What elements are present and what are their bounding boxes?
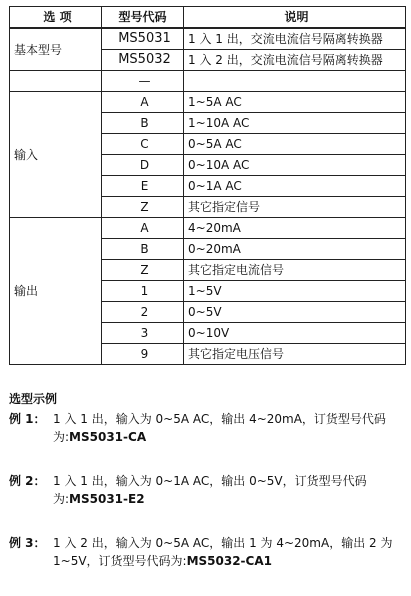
description-cell: 0~1A AC bbox=[184, 176, 406, 197]
example-item bbox=[9, 472, 405, 508]
model-code-cell: 9 bbox=[102, 344, 184, 365]
model-selection-table bbox=[9, 6, 406, 365]
description-cell: 0~5V bbox=[184, 302, 406, 323]
example-description: 1 入 1 出，输入为 0~5A AC，输出 4~20mA，订货型号代码为: bbox=[53, 412, 386, 444]
category-cell: 基本型号 bbox=[10, 28, 102, 71]
table-body bbox=[10, 28, 406, 365]
model-code-cell: A bbox=[102, 92, 184, 113]
examples-title: 选型示例 bbox=[9, 392, 58, 406]
example-order-code: MS5031-E2 bbox=[69, 492, 145, 506]
model-code-cell: B bbox=[102, 239, 184, 260]
description-cell: 1 入 2 出，交流电流信号隔离转换器 bbox=[184, 50, 406, 71]
example-label: 例 3： bbox=[9, 536, 46, 550]
description-cell: 0~5A AC bbox=[184, 134, 406, 155]
description-cell: 1~10A AC bbox=[184, 113, 406, 134]
description-cell: 1 入 1 出，交流电流信号隔离转换器 bbox=[184, 28, 406, 50]
model-code-cell: E bbox=[102, 176, 184, 197]
table-row bbox=[10, 71, 406, 92]
table-header-row bbox=[10, 7, 406, 29]
selection-examples bbox=[9, 390, 405, 596]
model-code-cell: D bbox=[102, 155, 184, 176]
category-cell: 输出 bbox=[10, 218, 102, 365]
category-cell bbox=[10, 71, 102, 92]
description-cell: 其它指定电流信号 bbox=[184, 260, 406, 281]
model-code-cell: C bbox=[102, 134, 184, 155]
example-label: 例 2： bbox=[9, 474, 46, 488]
example-item bbox=[9, 534, 405, 570]
model-code-cell: A bbox=[102, 218, 184, 239]
example-text bbox=[53, 410, 405, 446]
model-code-cell: 2 bbox=[102, 302, 184, 323]
table-row bbox=[10, 218, 406, 239]
description-cell: 1~5A AC bbox=[184, 92, 406, 113]
header-option: 选 项 bbox=[10, 7, 102, 29]
description-cell: 4~20mA bbox=[184, 218, 406, 239]
description-cell: 1~5V bbox=[184, 281, 406, 302]
example-label: 例 1： bbox=[9, 412, 46, 426]
description-cell bbox=[184, 71, 406, 92]
description-cell: 0~10V bbox=[184, 323, 406, 344]
example-text bbox=[53, 472, 405, 508]
model-code-cell: MS5032 bbox=[102, 50, 184, 71]
model-code-cell: Z bbox=[102, 197, 184, 218]
description-cell: 0~10A AC bbox=[184, 155, 406, 176]
model-code-cell: MS5031 bbox=[102, 28, 184, 50]
example-order-code: MS5032-CA1 bbox=[186, 554, 272, 568]
example-text bbox=[53, 534, 405, 570]
example-item bbox=[9, 410, 405, 446]
table-row bbox=[10, 92, 406, 113]
header-description: 说明 bbox=[184, 7, 406, 29]
model-code-cell: 1 bbox=[102, 281, 184, 302]
description-cell: 0~20mA bbox=[184, 239, 406, 260]
header-model-code: 型号代码 bbox=[102, 7, 184, 29]
description-cell: 其它指定电压信号 bbox=[184, 344, 406, 365]
model-code-cell: B bbox=[102, 113, 184, 134]
model-code-cell: — bbox=[102, 71, 184, 92]
table-row bbox=[10, 28, 406, 50]
example-order-code: MS5031-CA bbox=[69, 430, 147, 444]
example-description: 1 入 2 出，输入为 0~5A AC，输出 1 为 4~20mA，输出 2 为 1~5V，订货型号代码为: bbox=[53, 536, 393, 568]
example-description: 1 入 1 出，输入为 0~1A AC，输出 0~5V，订货型号代码为: bbox=[53, 474, 367, 506]
category-cell: 输入 bbox=[10, 92, 102, 218]
description-cell: 其它指定信号 bbox=[184, 197, 406, 218]
model-code-cell: Z bbox=[102, 260, 184, 281]
examples-list bbox=[9, 410, 405, 570]
model-code-cell: 3 bbox=[102, 323, 184, 344]
